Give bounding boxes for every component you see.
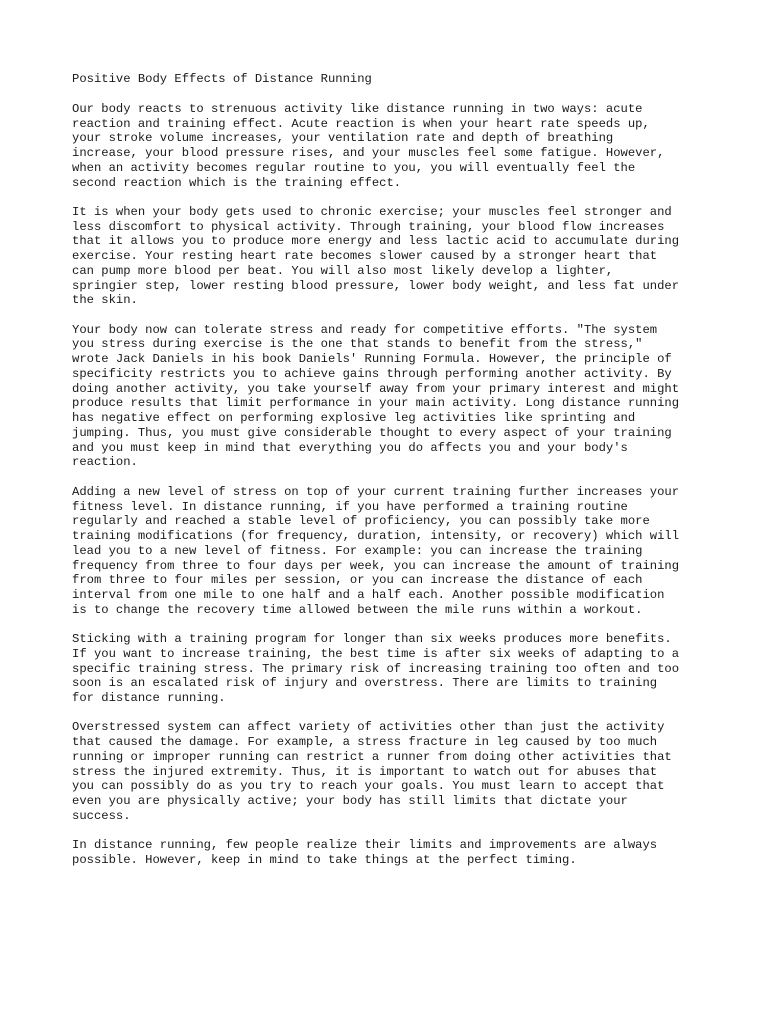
paragraph-line: success. bbox=[72, 808, 131, 823]
paragraph-line: has negative effect on performing explosive leg activities like sprinting and bbox=[72, 411, 636, 426]
paragraph bbox=[72, 632, 712, 706]
paragraph-line: specific training stress. The primary risk of increasing training too often and too bbox=[72, 661, 680, 676]
paragraph-line: reaction. bbox=[72, 455, 138, 470]
paragraph-line: you can possibly do as you try to reach your goals. You must learn to accept that bbox=[72, 779, 665, 794]
paragraph-line: It is when your body gets used to chronic exercise; your muscles feel stronger and bbox=[72, 204, 672, 219]
paragraph-line: In distance running, few people realize their limits and improvements are always bbox=[72, 838, 658, 853]
paragraph-line: when an activity becomes regular routine to you, you will eventually feel the bbox=[72, 160, 636, 175]
paragraph-line: even you are physically active; your body has still limits that dictate your bbox=[72, 794, 628, 809]
paragraph-line: doing another activity, you take yourself away from your primary interest and might bbox=[72, 381, 680, 396]
paragraph bbox=[72, 102, 712, 191]
paragraph bbox=[72, 485, 712, 618]
paragraph bbox=[72, 838, 712, 868]
paragraph-line: Adding a new level of stress on top of your current training further increases your bbox=[72, 484, 680, 499]
paragraph-line: that caused the damage. For example, a stress fracture in leg caused by too much bbox=[72, 735, 658, 750]
paragraph-line: If you want to increase training, the best time is after six weeks of adapting to a bbox=[72, 646, 680, 661]
paragraph-line: produce results that limit performance in your main activity. Long distance running bbox=[72, 396, 680, 411]
paragraph-line: you stress during exercise is the one that stands to benefit from the stress," bbox=[72, 337, 643, 352]
paragraph-line: training modifications (for frequency, duration, intensity, or recovery) which will bbox=[72, 529, 680, 544]
paragraph-line: soon is an escalated risk of injury and overstress. There are limits to training bbox=[72, 676, 658, 691]
paragraph-line: wrote Jack Daniels in his book Daniels' Running Formula. However, the principle of bbox=[72, 352, 672, 367]
paragraph-line: for distance running. bbox=[72, 691, 226, 706]
paragraph bbox=[72, 720, 712, 823]
paragraph-line: reaction and training effect. Acute reaction is when your heart rate speeds up, bbox=[72, 116, 650, 131]
paragraph-line: regularly and reached a stable level of proficiency, you can possibly take more bbox=[72, 514, 650, 529]
paragraph-line: exercise. Your resting heart rate becomes slower caused by a stronger heart that bbox=[72, 249, 658, 264]
paragraph-line: Our body reacts to strenuous activity like distance running in two ways: acute bbox=[72, 101, 643, 116]
paragraph-line: stress the injured extremity. Thus, it is important to watch out for abuses that bbox=[72, 764, 658, 779]
paragraph-list bbox=[72, 102, 712, 868]
paragraph-line: Your body now can tolerate stress and ready for competitive efforts. "The system bbox=[72, 322, 658, 337]
paragraph-line: running or improper running can restrict a runner from doing other activities that bbox=[72, 749, 672, 764]
paragraph-line: interval from one mile to one half and a half each. Another possible modification bbox=[72, 588, 665, 603]
paragraph-line: Overstressed system can affect variety of activities other than just the activity bbox=[72, 720, 665, 735]
paragraph-line: fitness level. In distance running, if you have performed a training routine bbox=[72, 499, 628, 514]
paragraph-line: and you must keep in mind that everything you do affects you and your body's bbox=[72, 440, 628, 455]
paragraph-line: is to change the recovery time allowed between the mile runs within a workout. bbox=[72, 602, 643, 617]
document-body bbox=[72, 72, 712, 882]
paragraph-line: second reaction which is the training effect. bbox=[72, 175, 402, 190]
paragraph-line: specificity restricts you to achieve gains through performing another activity. By bbox=[72, 366, 672, 381]
paragraph-line: jumping. Thus, you must give considerable thought to every aspect of your training bbox=[72, 425, 672, 440]
paragraph-line: that it allows you to produce more energy and less lactic acid to accumulate during bbox=[72, 234, 680, 249]
paragraph-line: your stroke volume increases, your ventilation rate and depth of breathing bbox=[72, 131, 614, 146]
paragraph-line: springier step, lower resting blood pressure, lower body weight, and less fat under bbox=[72, 278, 680, 293]
paragraph-line: frequency from three to four days per week, you can increase the amount of training bbox=[72, 558, 680, 573]
paragraph-line: from three to four miles per session, or you can increase the distance of each bbox=[72, 573, 643, 588]
paragraph-line: possible. However, keep in mind to take things at the perfect timing. bbox=[72, 853, 577, 868]
paragraph bbox=[72, 323, 712, 471]
paragraph-line: Sticking with a training program for longer than six weeks produces more benefits. bbox=[72, 632, 672, 647]
document-title: Positive Body Effects of Distance Running bbox=[72, 72, 372, 86]
paragraph-line: can pump more blood per beat. You will also most likely develop a lighter, bbox=[72, 263, 614, 278]
paragraph-line: the skin. bbox=[72, 293, 138, 308]
paragraph-line: less discomfort to physical activity. Through training, your blood flow increases bbox=[72, 219, 665, 234]
paragraph-line: increase, your blood pressure rises, and your muscles feel some fatigue. However, bbox=[72, 146, 665, 160]
paragraph bbox=[72, 205, 712, 308]
paragraph-line: lead you to a new level of fitness. For example: you can increase the training bbox=[72, 543, 643, 558]
